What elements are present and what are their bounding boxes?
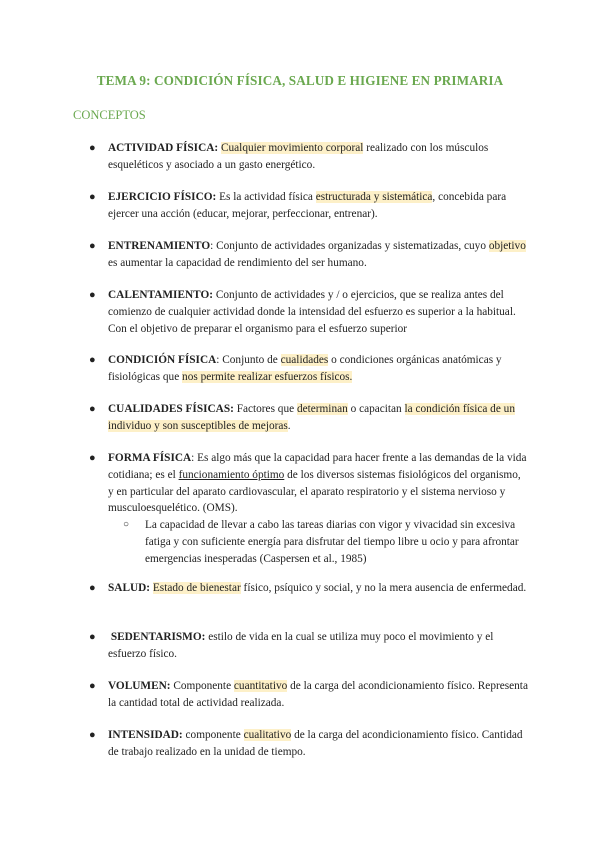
highlight: objetivo — [488, 240, 526, 252]
list-item-salud — [89, 580, 528, 597]
list-item-ejercicio-fisico — [89, 189, 528, 223]
bullet-icon: ● — [89, 191, 96, 203]
list-item-sedentarismo — [89, 629, 528, 663]
term: INTENSIDAD: — [108, 729, 183, 741]
section-heading: CONCEPTOS — [73, 108, 146, 122]
bullet-icon: ● — [89, 403, 96, 415]
definition: realizado con los músculos esqueléticos y asociado a un gasto energético. — [108, 142, 489, 171]
bullet-icon: ● — [89, 354, 96, 366]
term: CUALIDADES FÍSICAS: — [108, 403, 234, 415]
definition: Es la actividad física — [216, 191, 316, 203]
list-item-condicion-fisica — [89, 352, 528, 386]
definition: componente — [182, 729, 244, 741]
list-item-cualidades-fisicas — [89, 401, 528, 435]
definition: estilo de vida en la cual se utiliza muy poco el movimiento y el esfuerzo físico. — [108, 631, 494, 660]
sub-list-item — [108, 517, 528, 567]
definition: de la carga del acondicionamiento físico. Cantidad de trabajo realizado en la unidad de tiempo. — [108, 729, 523, 758]
term: VOLUMEN: — [108, 680, 171, 692]
definition: : Conjunto de — [216, 354, 281, 366]
sub-definition: La capacidad de llevar a cabo las tareas diarias con vigor y vivacidad sin excesiva fatiga y con suficiente energía para disfrutar del tiempo libre u ocio y para afrontar emergencias inesperadas (Caspersen et al., 1985) — [145, 519, 519, 565]
term: CONDICIÓN FÍSICA — [108, 354, 217, 366]
highlight: cualidades — [280, 354, 329, 366]
term: FORMA FÍSICA — [108, 452, 192, 464]
definition: : Conjunto de actividades organizadas y sistematizadas, cuyo — [210, 240, 489, 252]
term: CALENTAMIENTO: — [108, 289, 214, 301]
definition: de los diversos sistemas fisiológicos del organismo, y en particular del aparato cardiovascular, el aparato respiratorio y el sistema nervioso y musculoesquelético. (OMS). — [108, 468, 521, 515]
underlined-text: funcionamiento óptimo — [178, 468, 285, 481]
list-item-volumen — [89, 678, 528, 712]
term: ACTIVIDAD FÍSICA: — [108, 142, 219, 154]
bullet-icon: ● — [89, 680, 96, 692]
definition: . — [287, 419, 291, 432]
highlight: nos permite realizar esfuerzos físicos. — [182, 370, 353, 383]
highlight: cuantitativo — [233, 680, 288, 692]
bullet-icon: ● — [89, 729, 96, 741]
definition: Conjunto de actividades y / o ejercicios, que se realiza antes del comienzo de cualquier actividad donde la intensidad del esfuerzo es superior a la habitual. Con el objetivo de preparar el organismo para el esfuerzo superior — [108, 289, 516, 335]
bullet-icon: ● — [89, 452, 96, 464]
highlight: la condición física de un individuo y son susceptibles de mejoras — [108, 403, 515, 432]
highlight: determinan — [296, 403, 348, 415]
bullet-icon: ● — [89, 142, 96, 154]
bullet-icon: ● — [89, 289, 96, 301]
term: SALUD: — [108, 582, 151, 594]
highlight: estructurada y sistemática — [315, 191, 433, 203]
definition: : Es algo más que la capacidad para hacer frente a las demandas de la vida cotidiana; es el — [108, 452, 527, 481]
definition: o condiciones orgánicas anatómicas y fisiológicas que — [108, 354, 502, 383]
hollow-bullet-icon: ○ — [123, 519, 130, 531]
term: SEDENTARISMO: — [108, 631, 206, 643]
highlight: cualitativo — [243, 729, 292, 741]
bullet-icon: ● — [89, 631, 96, 643]
highlight: Estado de bienestar — [152, 582, 241, 594]
page-title: TEMA 9: CONDICIÓN FÍSICA, SALUD E HIGIENE EN PRIMARIA — [96, 73, 504, 88]
definition: de la carga del acondicionamiento físico. Representa la cantidad total de actividad realizada. — [108, 680, 528, 709]
definition: o capacitan — [347, 403, 405, 415]
definition: Componente — [170, 680, 234, 692]
definition: , concebida para ejercer una acción (educar, mejorar, perfeccionar, entrenar). — [108, 191, 507, 220]
list-item-entrenamiento — [89, 238, 528, 272]
definition: físico, psíquico y social, y no la mera ausencia de enfermedad. — [240, 582, 527, 594]
definition: Factores que — [233, 403, 297, 415]
bullet-icon: ● — [89, 240, 96, 252]
highlight: Cualquier movimiento corporal — [220, 142, 364, 154]
list-item-actividad-fisica — [89, 140, 528, 174]
list-item-calentamiento — [89, 287, 528, 337]
list-item-intensidad — [89, 727, 528, 761]
bullet-icon: ● — [89, 582, 96, 594]
list-item-forma-fisica — [89, 450, 528, 568]
term: ENTRENAMIENTO — [108, 240, 211, 252]
definition: es aumentar la capacidad de rendimiento del ser humano. — [108, 256, 367, 269]
term: EJERCICIO FÍSICO: — [108, 191, 217, 203]
